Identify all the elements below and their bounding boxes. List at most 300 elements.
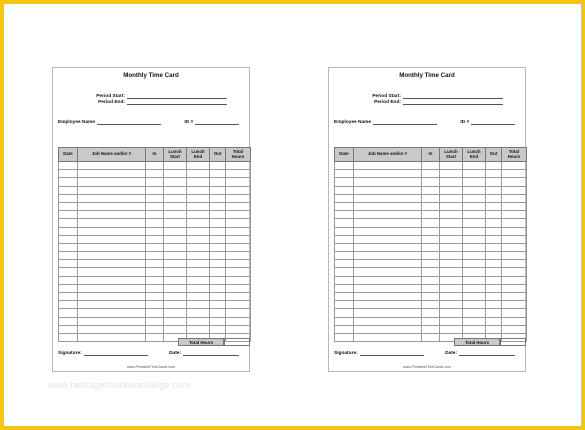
table-cell[interactable] <box>502 252 527 260</box>
table-cell[interactable] <box>335 333 354 341</box>
table-cell[interactable] <box>59 317 78 325</box>
table-cell[interactable] <box>486 178 502 186</box>
table-cell[interactable] <box>78 252 146 260</box>
table-cell[interactable] <box>78 325 146 333</box>
table-cell[interactable] <box>226 219 251 227</box>
table-cell[interactable] <box>463 301 486 309</box>
table-cell[interactable] <box>440 243 463 251</box>
table-cell[interactable] <box>210 309 226 317</box>
table-cell[interactable] <box>335 293 354 301</box>
table-cell[interactable] <box>78 268 146 276</box>
table-cell[interactable] <box>146 293 164 301</box>
table-cell[interactable] <box>210 284 226 292</box>
table-cell[interactable] <box>335 162 354 170</box>
table-cell[interactable] <box>463 194 486 202</box>
table-cell[interactable] <box>422 260 440 268</box>
period-start-field[interactable] <box>403 95 503 99</box>
table-cell[interactable] <box>354 243 422 251</box>
period-end-field[interactable] <box>127 101 227 105</box>
table-cell[interactable] <box>146 186 164 194</box>
table-cell[interactable] <box>210 325 226 333</box>
table-cell[interactable] <box>502 301 527 309</box>
table-cell[interactable] <box>422 227 440 235</box>
table-cell[interactable] <box>187 276 210 284</box>
table-cell[interactable] <box>226 186 251 194</box>
table-cell[interactable] <box>164 178 187 186</box>
table-cell[interactable] <box>164 309 187 317</box>
table-cell[interactable] <box>335 268 354 276</box>
table-cell[interactable] <box>146 252 164 260</box>
table-cell[interactable] <box>146 333 164 341</box>
table-cell[interactable] <box>440 219 463 227</box>
table-cell[interactable] <box>146 170 164 178</box>
table-cell[interactable] <box>226 211 251 219</box>
table-cell[interactable] <box>502 202 527 210</box>
table-cell[interactable] <box>335 211 354 219</box>
employee-name-field[interactable] <box>373 121 437 125</box>
id-field[interactable] <box>195 121 239 125</box>
table-cell[interactable] <box>59 309 78 317</box>
table-cell[interactable] <box>502 186 527 194</box>
table-cell[interactable] <box>354 268 422 276</box>
table-cell[interactable] <box>146 162 164 170</box>
table-cell[interactable] <box>164 170 187 178</box>
table-cell[interactable] <box>146 276 164 284</box>
table-cell[interactable] <box>210 194 226 202</box>
table-cell[interactable] <box>210 162 226 170</box>
table-cell[interactable] <box>210 178 226 186</box>
table-cell[interactable] <box>187 252 210 260</box>
table-cell[interactable] <box>422 301 440 309</box>
table-cell[interactable] <box>335 235 354 243</box>
table-cell[interactable] <box>78 211 146 219</box>
table-cell[interactable] <box>463 317 486 325</box>
table-cell[interactable] <box>502 178 527 186</box>
table-cell[interactable] <box>502 325 527 333</box>
table-cell[interactable] <box>486 243 502 251</box>
table-cell[interactable] <box>210 317 226 325</box>
table-cell[interactable] <box>354 293 422 301</box>
table-cell[interactable] <box>486 276 502 284</box>
table-cell[interactable] <box>335 252 354 260</box>
table-cell[interactable] <box>440 170 463 178</box>
table-cell[interactable] <box>440 211 463 219</box>
table-cell[interactable] <box>187 284 210 292</box>
table-cell[interactable] <box>422 162 440 170</box>
table-cell[interactable] <box>226 252 251 260</box>
table-cell[interactable] <box>486 202 502 210</box>
table-cell[interactable] <box>59 202 78 210</box>
table-cell[interactable] <box>164 260 187 268</box>
table-cell[interactable] <box>226 194 251 202</box>
table-cell[interactable] <box>463 186 486 194</box>
table-cell[interactable] <box>59 178 78 186</box>
table-cell[interactable] <box>164 227 187 235</box>
table-cell[interactable] <box>187 202 210 210</box>
table-cell[interactable] <box>164 219 187 227</box>
table-cell[interactable] <box>440 301 463 309</box>
table-cell[interactable] <box>226 243 251 251</box>
signature-field[interactable] <box>84 352 148 356</box>
table-cell[interactable] <box>226 227 251 235</box>
table-cell[interactable] <box>440 276 463 284</box>
table-cell[interactable] <box>187 219 210 227</box>
table-cell[interactable] <box>486 325 502 333</box>
table-cell[interactable] <box>226 317 251 325</box>
table-cell[interactable] <box>78 293 146 301</box>
table-cell[interactable] <box>226 260 251 268</box>
table-cell[interactable] <box>502 227 527 235</box>
table-cell[interactable] <box>354 186 422 194</box>
table-cell[interactable] <box>78 284 146 292</box>
table-cell[interactable] <box>164 211 187 219</box>
table-cell[interactable] <box>164 162 187 170</box>
table-cell[interactable] <box>210 170 226 178</box>
table-cell[interactable] <box>59 170 78 178</box>
table-cell[interactable] <box>164 301 187 309</box>
table-cell[interactable] <box>422 235 440 243</box>
table-cell[interactable] <box>502 268 527 276</box>
table-cell[interactable] <box>146 325 164 333</box>
table-cell[interactable] <box>164 276 187 284</box>
table-cell[interactable] <box>146 309 164 317</box>
table-cell[interactable] <box>335 309 354 317</box>
table-cell[interactable] <box>226 309 251 317</box>
table-cell[interactable] <box>354 309 422 317</box>
table-cell[interactable] <box>463 284 486 292</box>
table-cell[interactable] <box>146 317 164 325</box>
table-cell[interactable] <box>335 284 354 292</box>
table-cell[interactable] <box>486 284 502 292</box>
table-cell[interactable] <box>486 219 502 227</box>
table-cell[interactable] <box>502 211 527 219</box>
table-cell[interactable] <box>335 194 354 202</box>
table-cell[interactable] <box>502 309 527 317</box>
table-cell[interactable] <box>146 194 164 202</box>
table-cell[interactable] <box>187 268 210 276</box>
table-cell[interactable] <box>335 317 354 325</box>
table-cell[interactable] <box>78 219 146 227</box>
table-cell[interactable] <box>354 260 422 268</box>
table-cell[interactable] <box>226 170 251 178</box>
table-cell[interactable] <box>59 325 78 333</box>
table-cell[interactable] <box>187 162 210 170</box>
table-cell[interactable] <box>335 227 354 235</box>
table-cell[interactable] <box>146 284 164 292</box>
table-cell[interactable] <box>486 194 502 202</box>
table-cell[interactable] <box>440 293 463 301</box>
table-cell[interactable] <box>59 235 78 243</box>
table-cell[interactable] <box>354 301 422 309</box>
table-cell[interactable] <box>440 194 463 202</box>
table-cell[interactable] <box>486 186 502 194</box>
table-cell[interactable] <box>78 194 146 202</box>
table-cell[interactable] <box>463 178 486 186</box>
table-cell[interactable] <box>440 252 463 260</box>
table-cell[interactable] <box>78 260 146 268</box>
table-cell[interactable] <box>354 211 422 219</box>
table-cell[interactable] <box>463 268 486 276</box>
table-cell[interactable] <box>486 170 502 178</box>
table-cell[interactable] <box>146 202 164 210</box>
table-cell[interactable] <box>59 219 78 227</box>
date-field[interactable] <box>459 352 515 356</box>
table-cell[interactable] <box>354 333 422 341</box>
table-cell[interactable] <box>335 243 354 251</box>
table-cell[interactable] <box>440 309 463 317</box>
table-cell[interactable] <box>78 309 146 317</box>
table-cell[interactable] <box>210 252 226 260</box>
table-cell[interactable] <box>354 325 422 333</box>
table-cell[interactable] <box>146 260 164 268</box>
table-cell[interactable] <box>440 235 463 243</box>
table-cell[interactable] <box>422 219 440 227</box>
table-cell[interactable] <box>210 202 226 210</box>
table-cell[interactable] <box>502 219 527 227</box>
table-cell[interactable] <box>354 227 422 235</box>
table-cell[interactable] <box>59 227 78 235</box>
table-cell[interactable] <box>502 243 527 251</box>
table-cell[interactable] <box>354 194 422 202</box>
table-cell[interactable] <box>502 317 527 325</box>
table-cell[interactable] <box>463 293 486 301</box>
table-cell[interactable] <box>226 284 251 292</box>
table-cell[interactable] <box>164 284 187 292</box>
table-cell[interactable] <box>354 317 422 325</box>
table-cell[interactable] <box>463 260 486 268</box>
table-cell[interactable] <box>422 268 440 276</box>
table-cell[interactable] <box>210 219 226 227</box>
table-cell[interactable] <box>440 186 463 194</box>
table-cell[interactable] <box>146 235 164 243</box>
table-cell[interactable] <box>502 293 527 301</box>
table-cell[interactable] <box>422 194 440 202</box>
table-cell[interactable] <box>335 276 354 284</box>
table-cell[interactable] <box>440 162 463 170</box>
table-cell[interactable] <box>502 260 527 268</box>
table-cell[interactable] <box>486 268 502 276</box>
period-start-field[interactable] <box>127 95 227 99</box>
table-cell[interactable] <box>335 325 354 333</box>
table-cell[interactable] <box>354 202 422 210</box>
table-cell[interactable] <box>422 317 440 325</box>
table-cell[interactable] <box>440 227 463 235</box>
table-cell[interactable] <box>463 202 486 210</box>
table-cell[interactable] <box>164 202 187 210</box>
table-cell[interactable] <box>164 235 187 243</box>
table-cell[interactable] <box>187 186 210 194</box>
table-cell[interactable] <box>146 268 164 276</box>
total-hours-field[interactable] <box>224 338 250 346</box>
table-cell[interactable] <box>59 211 78 219</box>
table-cell[interactable] <box>422 252 440 260</box>
table-cell[interactable] <box>422 293 440 301</box>
table-cell[interactable] <box>422 276 440 284</box>
table-cell[interactable] <box>59 260 78 268</box>
table-cell[interactable] <box>486 227 502 235</box>
table-cell[interactable] <box>164 194 187 202</box>
total-hours-field[interactable] <box>500 338 526 346</box>
table-cell[interactable] <box>440 178 463 186</box>
table-cell[interactable] <box>59 284 78 292</box>
table-cell[interactable] <box>187 194 210 202</box>
table-cell[interactable] <box>146 301 164 309</box>
table-cell[interactable] <box>187 211 210 219</box>
table-cell[interactable] <box>502 235 527 243</box>
table-cell[interactable] <box>354 178 422 186</box>
table-cell[interactable] <box>146 227 164 235</box>
table-cell[interactable] <box>78 202 146 210</box>
table-cell[interactable] <box>440 260 463 268</box>
table-cell[interactable] <box>354 284 422 292</box>
table-cell[interactable] <box>210 211 226 219</box>
table-cell[interactable] <box>59 333 78 341</box>
table-cell[interactable] <box>59 301 78 309</box>
table-cell[interactable] <box>78 178 146 186</box>
table-cell[interactable] <box>210 276 226 284</box>
table-cell[interactable] <box>164 186 187 194</box>
table-cell[interactable] <box>463 219 486 227</box>
table-cell[interactable] <box>486 211 502 219</box>
table-cell[interactable] <box>59 252 78 260</box>
table-cell[interactable] <box>59 186 78 194</box>
table-cell[interactable] <box>59 268 78 276</box>
table-cell[interactable] <box>146 211 164 219</box>
table-cell[interactable] <box>422 325 440 333</box>
table-cell[interactable] <box>486 235 502 243</box>
table-cell[interactable] <box>486 252 502 260</box>
table-cell[interactable] <box>78 186 146 194</box>
table-cell[interactable] <box>440 317 463 325</box>
table-cell[interactable] <box>440 268 463 276</box>
table-cell[interactable] <box>187 309 210 317</box>
table-cell[interactable] <box>422 211 440 219</box>
table-cell[interactable] <box>59 194 78 202</box>
table-cell[interactable] <box>335 202 354 210</box>
table-cell[interactable] <box>78 227 146 235</box>
table-cell[interactable] <box>187 178 210 186</box>
table-cell[interactable] <box>164 317 187 325</box>
table-cell[interactable] <box>422 309 440 317</box>
table-cell[interactable] <box>486 309 502 317</box>
table-cell[interactable] <box>354 252 422 260</box>
table-cell[interactable] <box>226 268 251 276</box>
table-cell[interactable] <box>226 202 251 210</box>
table-cell[interactable] <box>335 170 354 178</box>
table-cell[interactable] <box>502 276 527 284</box>
table-cell[interactable] <box>187 227 210 235</box>
table-cell[interactable] <box>226 301 251 309</box>
table-cell[interactable] <box>78 170 146 178</box>
table-cell[interactable] <box>486 293 502 301</box>
table-cell[interactable] <box>463 211 486 219</box>
table-cell[interactable] <box>210 227 226 235</box>
table-cell[interactable] <box>146 178 164 186</box>
table-cell[interactable] <box>59 293 78 301</box>
table-cell[interactable] <box>210 243 226 251</box>
employee-name-field[interactable] <box>97 121 161 125</box>
table-cell[interactable] <box>78 301 146 309</box>
table-cell[interactable] <box>422 284 440 292</box>
table-cell[interactable] <box>226 162 251 170</box>
signature-field[interactable] <box>360 352 424 356</box>
table-cell[interactable] <box>59 162 78 170</box>
date-field[interactable] <box>183 352 239 356</box>
table-cell[interactable] <box>463 235 486 243</box>
table-cell[interactable] <box>440 325 463 333</box>
table-cell[interactable] <box>78 317 146 325</box>
table-cell[interactable] <box>210 268 226 276</box>
table-cell[interactable] <box>335 178 354 186</box>
table-cell[interactable] <box>463 276 486 284</box>
table-cell[interactable] <box>463 227 486 235</box>
table-cell[interactable] <box>187 260 210 268</box>
table-cell[interactable] <box>486 301 502 309</box>
table-cell[interactable] <box>354 170 422 178</box>
table-cell[interactable] <box>164 252 187 260</box>
table-cell[interactable] <box>422 202 440 210</box>
table-cell[interactable] <box>164 243 187 251</box>
table-cell[interactable] <box>210 301 226 309</box>
table-cell[interactable] <box>422 186 440 194</box>
table-cell[interactable] <box>422 333 440 341</box>
table-cell[interactable] <box>422 170 440 178</box>
table-cell[interactable] <box>354 219 422 227</box>
table-cell[interactable] <box>210 293 226 301</box>
table-cell[interactable] <box>226 178 251 186</box>
table-cell[interactable] <box>502 284 527 292</box>
table-cell[interactable] <box>187 243 210 251</box>
table-cell[interactable] <box>486 162 502 170</box>
table-cell[interactable] <box>187 301 210 309</box>
table-cell[interactable] <box>226 276 251 284</box>
table-cell[interactable] <box>187 317 210 325</box>
table-cell[interactable] <box>164 268 187 276</box>
table-cell[interactable] <box>164 325 187 333</box>
table-cell[interactable] <box>486 317 502 325</box>
table-cell[interactable] <box>354 235 422 243</box>
table-cell[interactable] <box>146 219 164 227</box>
table-cell[interactable] <box>463 243 486 251</box>
table-cell[interactable] <box>78 333 146 341</box>
table-cell[interactable] <box>463 162 486 170</box>
table-cell[interactable] <box>226 293 251 301</box>
table-cell[interactable] <box>78 162 146 170</box>
table-cell[interactable] <box>59 243 78 251</box>
table-cell[interactable] <box>335 186 354 194</box>
table-cell[interactable] <box>146 243 164 251</box>
table-cell[interactable] <box>440 202 463 210</box>
table-cell[interactable] <box>463 170 486 178</box>
table-cell[interactable] <box>187 293 210 301</box>
table-cell[interactable] <box>502 162 527 170</box>
table-cell[interactable] <box>210 186 226 194</box>
table-cell[interactable] <box>486 260 502 268</box>
table-cell[interactable] <box>78 243 146 251</box>
table-cell[interactable] <box>59 276 78 284</box>
table-cell[interactable] <box>354 276 422 284</box>
table-cell[interactable] <box>463 252 486 260</box>
table-cell[interactable] <box>226 325 251 333</box>
table-cell[interactable] <box>354 162 422 170</box>
table-cell[interactable] <box>463 325 486 333</box>
table-cell[interactable] <box>78 276 146 284</box>
id-field[interactable] <box>471 121 515 125</box>
table-cell[interactable] <box>78 235 146 243</box>
table-cell[interactable] <box>187 325 210 333</box>
period-end-field[interactable] <box>403 101 503 105</box>
table-cell[interactable] <box>502 194 527 202</box>
